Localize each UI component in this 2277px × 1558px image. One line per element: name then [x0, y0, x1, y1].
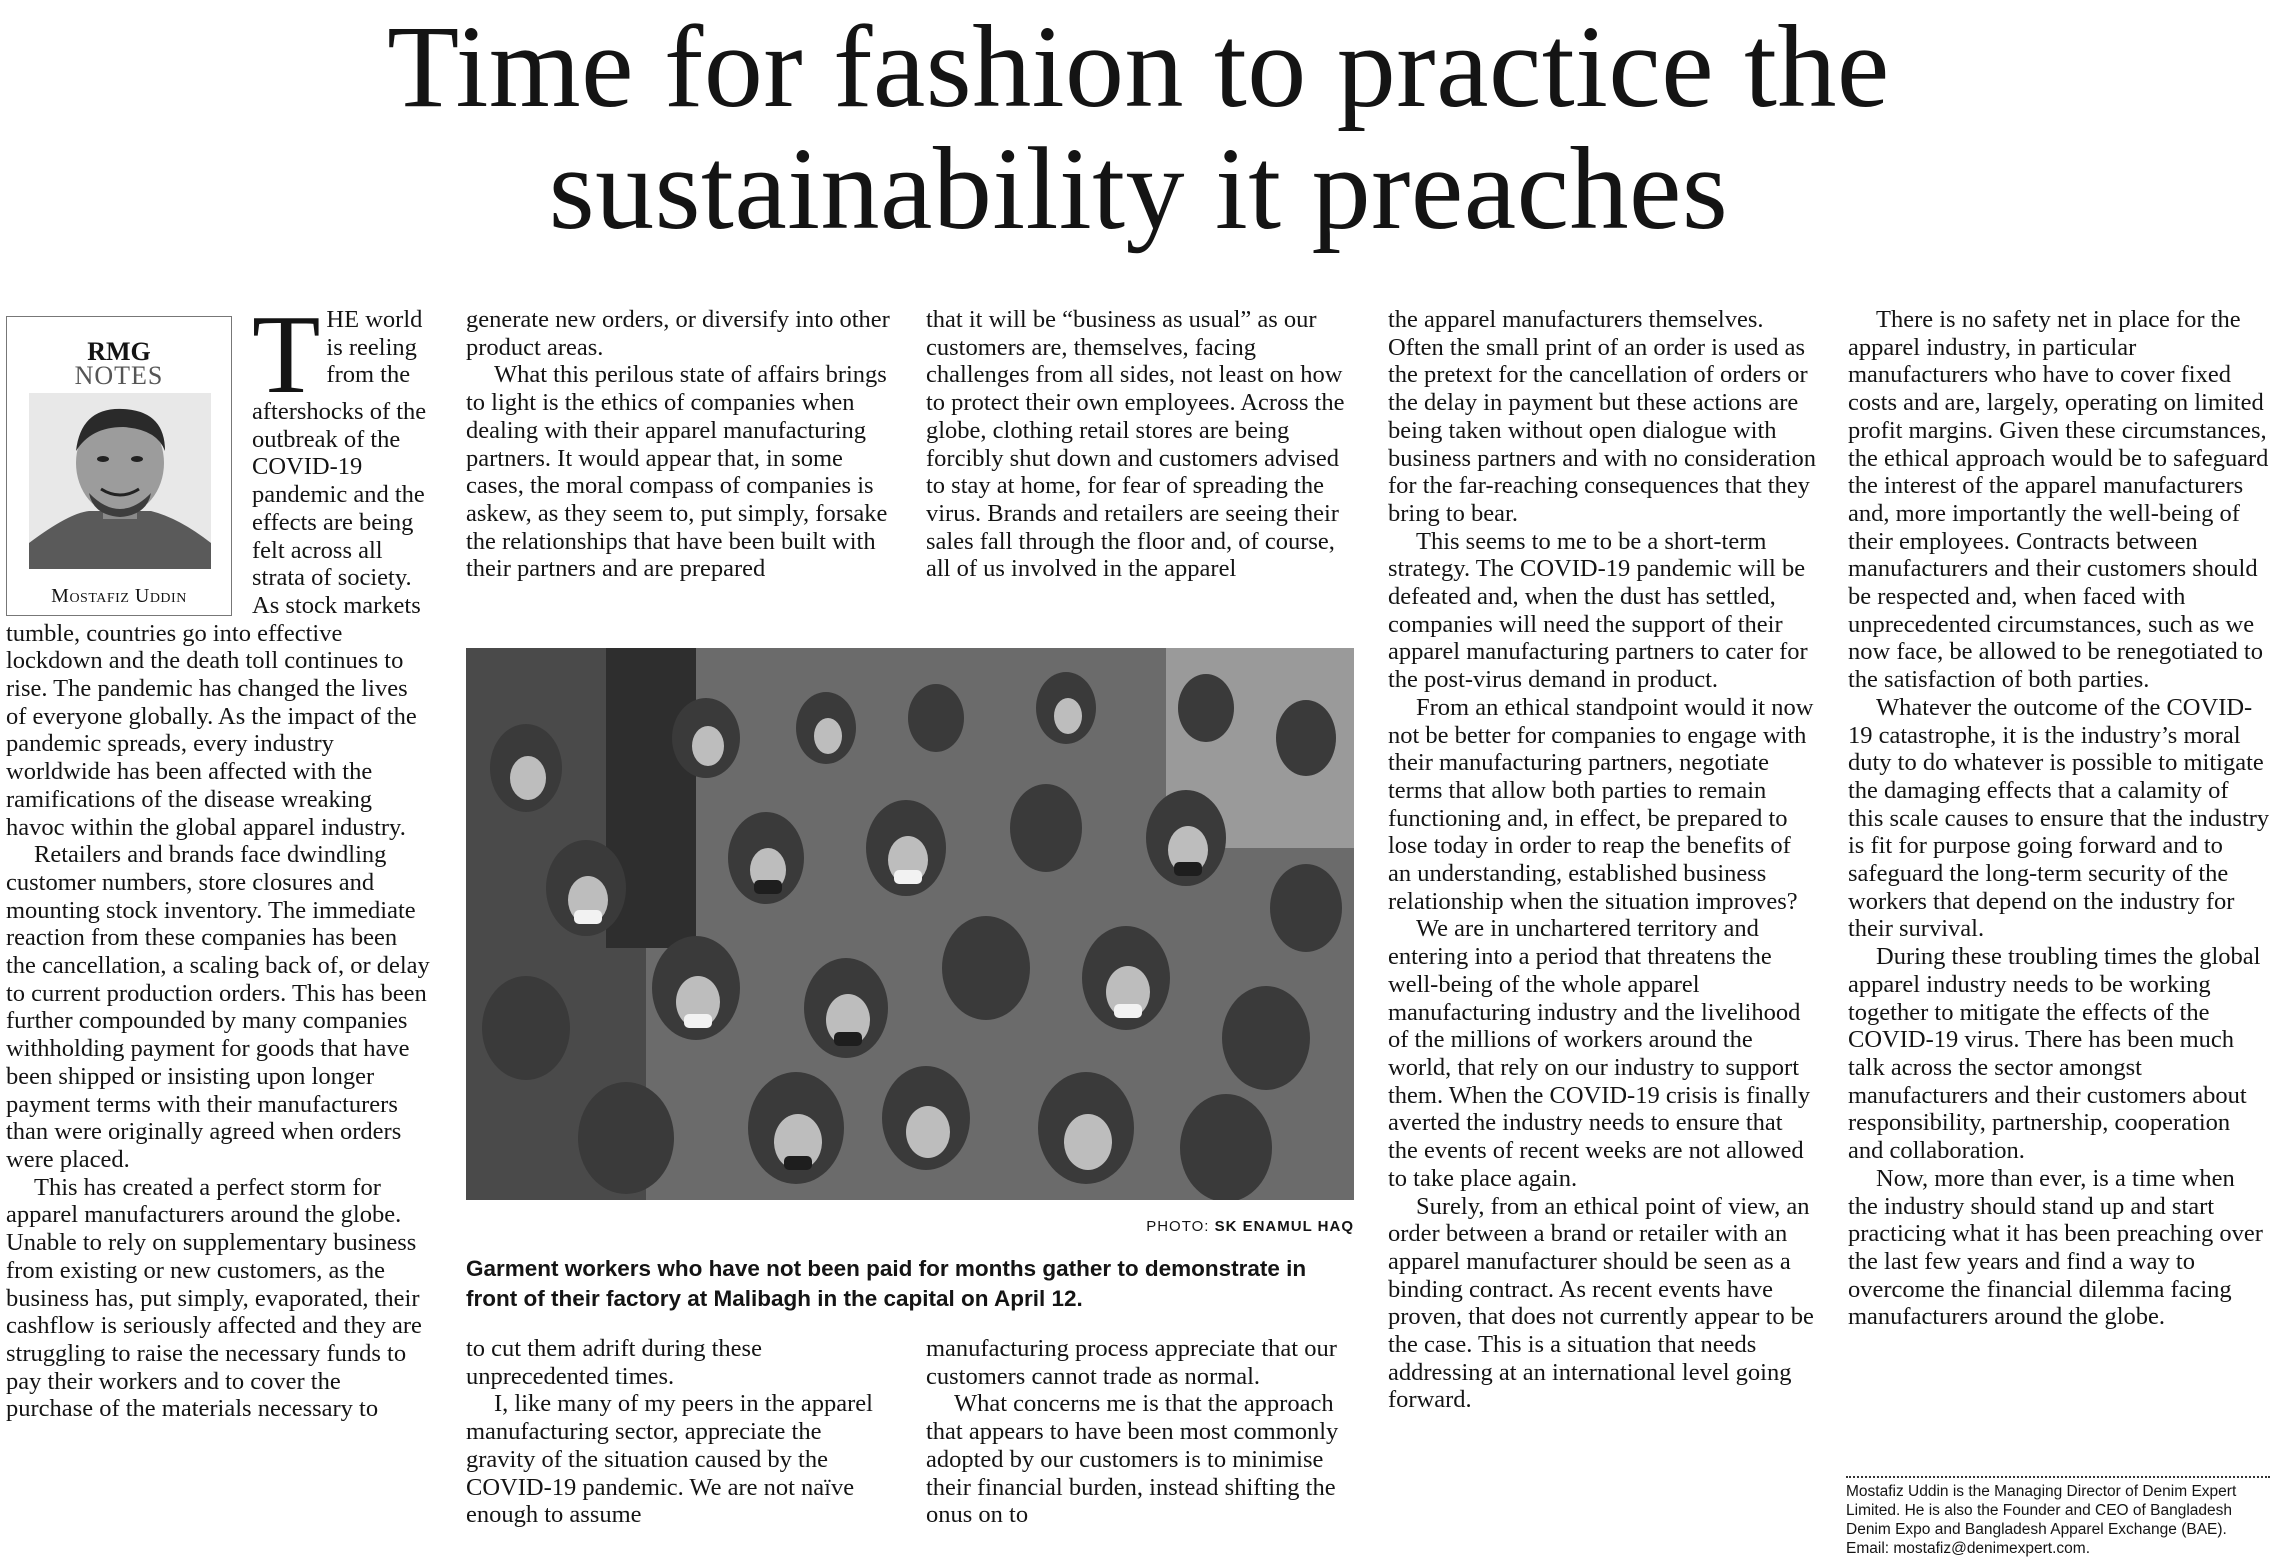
author-bio: Mostafiz Uddin is the Managing Director of Denim Expert Limited. He is also the Founder and CEO of Bangladesh Denim Expo and Bangladesh Apparel Exchange (BAE). Email: mostafiz@denimexpert.com.	[1846, 1483, 2237, 1557]
paragraph: to cut them adrift during these unprecedented times.	[466, 1335, 762, 1390]
article-headline	[0, 1, 2277, 254]
column-2-bottom	[466, 1335, 890, 1529]
paragraph: During these troubling times the global apparel industry needs to be working together to mitigate the effects of the COVID-19 virus. There has been much talk across the sector amongst manufacturers and their customers about responsibility, partnership, cooperation and collaboration.	[1848, 943, 2261, 1165]
column-3-bottom	[926, 1335, 1356, 1529]
paragraph: that it will be “business as usual” as our customers are, themselves, facing challenges from all sides, not least on how to protect their own employees. Across the globe, clothing retail stores are being forcibly shut down and customers advised to stay at home, for fear of spreading the virus. Brands and retailers are seeing their sales fall through the floor and, of course, all of us involved in the apparel	[926, 306, 1345, 583]
paragraph: Whatever the outcome of the COVID-19 catastrophe, it is the industry’s moral duty to do whatever is possible to mitigate the damaging effects that a calamity of this scale causes to ensure that the industry is fit for purpose going forward and to safeguard the long-term security of the workers that depend on the industry for their survival.	[1848, 693, 2270, 943]
paragraph: This seems to me to be a short-term strategy. The COVID-19 pandemic will be defeated and, when the dust has settled, companies will need the support of their apparel manufacturing partners to cater for the post-virus demand in product.	[1388, 527, 1808, 694]
protest-photo	[466, 648, 1354, 1200]
paragraph: What this perilous state of affairs brings to light is the ethics of companies when dealing with their apparel manufacturing partners. It would appear that, in some cases, the moral compass of companies is askew, as they seem to, put simply, forsake the relationships that have been built with their partners and are prepared	[466, 361, 888, 583]
author-name: Mostafiz Uddin	[51, 585, 187, 607]
headline-line-1: Time for fashion to practice the	[387, 1, 1890, 132]
bio-divider	[1846, 1476, 2270, 1478]
paragraph: This has created a perfect storm for apparel manufacturers around the globe. Unable to rely on supplementary business from existing or new customers, as the business has, put simply, evaporated, their cashflow is seriously affected and they are struggling to raise the necessary funds to pay their workers and to cover the purchase of the materials necessary to	[6, 1173, 422, 1423]
photo-credit	[466, 1218, 1354, 1235]
column-5	[1848, 306, 2270, 1331]
paragraph: the apparel manufacturers themselves. Often the small print of an order is used as the pretext for the cancellation of orders or the delay in payment but these actions are being taken without open dialogue with business partners and with no consideration for the far-reaching consequences that they bring to bear.	[1388, 306, 1816, 527]
paragraph: manufacturing process appreciate that our customers cannot trade as normal.	[926, 1335, 1337, 1390]
paragraph: Retailers and brands face dwindling customer numbers, store closures and mounting stock inventory. The immediate reaction from these companies has been the cancellation, a scaling back of, or delay to current production orders. This has been further compounded by many companies withholding payment for goods that have been shipped or insisting upon longer payment terms with their manufacturers than were originally agreed when orders were placed.	[6, 841, 430, 1173]
author-portrait	[29, 393, 211, 569]
paragraph: generate new orders, or diversify into other product areas.	[466, 306, 890, 361]
column-2-top	[466, 306, 890, 583]
paragraph: From an ethical standpoint would it now not be better for companies to engage with their manufacturing partners, negotiate terms that allow both parties to remain functioning and, in effect, be prepared to lose today in order to reap the benefits of an understanding, established business relationship when the situation improves?	[1388, 693, 1814, 915]
paragraph: Now, more than ever, is a time when the industry should stand up and start practicing what it has been preaching over the last few years and find a way to overcome the financial dilemma facing manufacturers around the globe.	[1848, 1164, 2263, 1331]
photo-credit-label: PHOTO:	[1146, 1218, 1210, 1235]
column-1	[6, 293, 432, 1423]
drop-cap: T	[252, 293, 321, 417]
first-word: HE	[326, 306, 360, 333]
paragraph: I, like many of my peers in the apparel manufacturing sector, appreciate the gravity of the situation caused by the COVID-19 pandemic. We are not naïve enough to assume	[466, 1390, 873, 1529]
photo-caption: Garment workers who have not been paid for months gather to demonstrate in front of their factory at Malibagh in the capital on April 12.	[466, 1256, 1307, 1311]
author-box	[6, 316, 232, 616]
column-3-top	[926, 306, 1356, 583]
photo-credit-name: SK ENAMUL HAQ	[1214, 1218, 1354, 1235]
section-label: RMG	[87, 337, 151, 366]
column-4	[1388, 306, 1818, 1414]
section-sublabel: NOTES	[74, 361, 164, 390]
paragraph: We are in unchartered territory and entering into a period that threatens the well-being of the whole apparel manufacturing industry and the livelihood of the millions of workers around the world, that rely on our industry to support them. When the COVID-19 crisis is finally averted the industry needs to ensure that the events of recent weeks are not allowed to take place again.	[1388, 915, 1811, 1192]
paragraph: world is reeling from the aftershocks of the outbreak of the COVID-19 pandemic and the effects are being felt across all strata of society. As stock markets tumble, countries go into effective lockdown and the death toll continues to rise. The pandemic has changed the lives of everyone globally. As the impact of the pandemic spreads, every industry worldwide has been affected with the ramifications of the disease wreaking havoc within the global apparel industry.	[6, 306, 427, 841]
paragraph: What concerns me is that the approach that appears to have been most commonly adopted by our customers is to minimise their financial burden, instead shifting the onus on to	[926, 1390, 1339, 1529]
headline-line-2: sustainability it preaches	[548, 123, 1729, 254]
paragraph: There is no safety net in place for the apparel industry, in particular manufacturers who have to cover fixed costs and are, largely, operating on limited profit margins. Given these circumstances, the ethical approach would be to safeguard the interest of the apparel manufacturers and, more importantly the well-being of their employees. Contracts between manufacturers and their customers should be respected and, when faced with unprecedented circumstances, such as we now face, be allowed to be renegotiated to the satisfaction of both parties.	[1848, 306, 2269, 694]
paragraph: Surely, from an ethical point of view, an order between a brand or retailer with an apparel manufacturer should be seen as a binding contract. As recent events have proven, that does not currently appear to be the case. This is a situation that needs addressing at an international level going forward.	[1388, 1192, 1814, 1414]
